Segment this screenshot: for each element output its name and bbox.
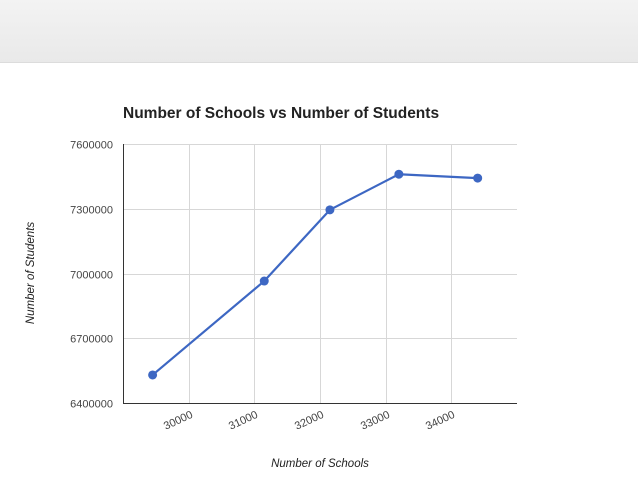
x-tick-label: 34000 <box>423 408 457 433</box>
x-tick-label: 32000 <box>292 408 326 433</box>
x-tick-label: 30000 <box>161 408 195 433</box>
y-tick-label: 6700000 <box>70 333 113 346</box>
x-tick-label: 31000 <box>226 408 260 433</box>
y-tick-label: 7600000 <box>70 139 113 152</box>
chart-title: Number of Schools vs Number of Students <box>123 105 440 122</box>
data-point <box>148 370 157 379</box>
y-tick-label: 7000000 <box>70 269 113 282</box>
x-axis-label: Number of Schools <box>271 458 369 470</box>
y-axis-label: Number of Students <box>25 221 37 325</box>
data-point <box>260 277 269 286</box>
y-tick-labels <box>70 140 113 411</box>
x-tick-label: 33000 <box>358 408 392 433</box>
data-point <box>325 205 334 214</box>
data-point <box>394 170 403 179</box>
y-tick-label: 7300000 <box>70 204 113 217</box>
gridlines <box>123 144 517 404</box>
data-point <box>473 174 482 183</box>
y-tick-label: 6400000 <box>70 398 113 411</box>
x-tick-labels <box>162 409 457 433</box>
